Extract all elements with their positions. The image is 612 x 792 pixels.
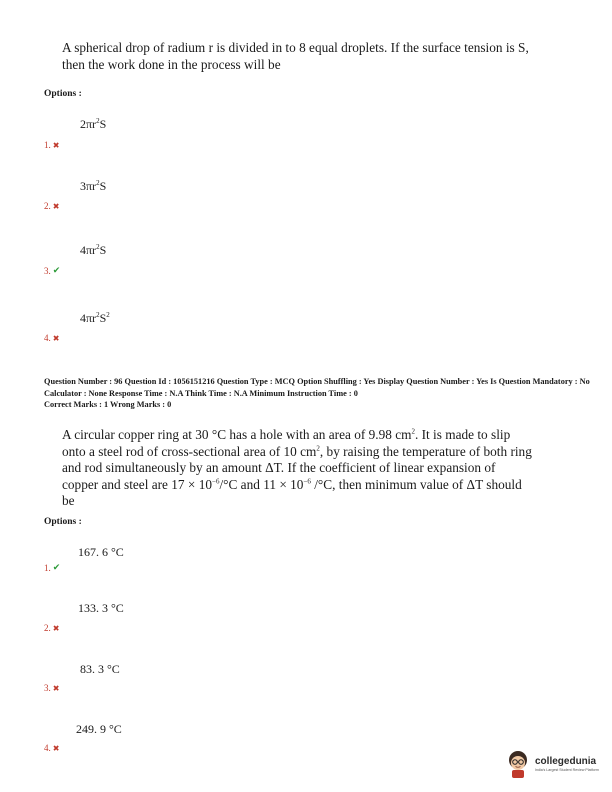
cross-icon: ✖ — [52, 140, 60, 150]
option-number: 4. ✖ — [44, 743, 60, 753]
meta-marks: Correct Marks : 1 Wrong Marks : 0 — [44, 400, 172, 409]
option-number: 2. ✖ — [44, 201, 60, 211]
options-label: Options : — [44, 517, 82, 527]
option-number: 1. ✔ — [44, 563, 61, 573]
option-number: 3. ✔ — [44, 266, 61, 276]
option-value: 83. 3 °C — [80, 662, 120, 676]
cross-icon: ✖ — [52, 201, 60, 211]
mascot-icon — [505, 749, 531, 779]
collegedunia-logo — [505, 749, 599, 779]
logo-name: collegedunia — [535, 756, 597, 767]
option-number: 1. ✖ — [44, 140, 60, 150]
cross-icon: ✖ — [52, 743, 60, 753]
cross-icon: ✖ — [52, 683, 60, 693]
option-formula: $4\pi r^2S$ — [80, 243, 107, 257]
cross-icon: ✖ — [52, 623, 60, 633]
meta-line: Question Number : 96 Question Id : 1056151216 Question Type : MCQ Option Shuffling : Yes Display Question Number : Yes Is Question Mandatory : No Calculator : None Response Time : N.A Think Time : N.A Minimum Instruction Time : 0 — [44, 377, 590, 398]
question-meta — [44, 376, 604, 411]
question-2-text: A circular copper ring at 30 °C has a hole with an area of 9.98 $cm^2$. It is made to slip onto a steel rod of cross-sectional area of 10 $cm^2$, by raising the temperature of both ring and rod simultaneously by an amount ΔT. If the coefficient of linear expansion of copper and steel are $17 \times 10^{-6}/^\circ C$ and $11 \times 10^{-6}$ /°C, then minimum value of ΔT should be — [62, 427, 532, 508]
option-number: 4. ✖ — [44, 333, 60, 343]
cross-icon: ✖ — [52, 333, 60, 343]
options-label: Options : — [44, 89, 82, 99]
check-icon: ✔ — [52, 266, 61, 276]
option-number: 3. ✖ — [44, 683, 60, 693]
option-formula: $2\pi r^2S$ — [80, 117, 107, 131]
option-value: 249. 9 °C — [76, 722, 122, 736]
question-1-text: A spherical drop of radium r is divided in to 8 equal droplets. If the surface tension is S, then the work done in the process will be — [62, 40, 529, 72]
option-value: 167. 6 °C — [78, 545, 124, 559]
check-icon: ✔ — [52, 563, 61, 573]
logo-tagline: India's Largest Student Review Platform — [535, 768, 599, 772]
option-formula: $4\pi r^2S^2$ — [80, 311, 110, 325]
option-formula: $3\pi r^2S$ — [80, 179, 107, 193]
option-number: 2. ✖ — [44, 623, 60, 633]
option-value: 133. 3 °C — [78, 601, 124, 615]
